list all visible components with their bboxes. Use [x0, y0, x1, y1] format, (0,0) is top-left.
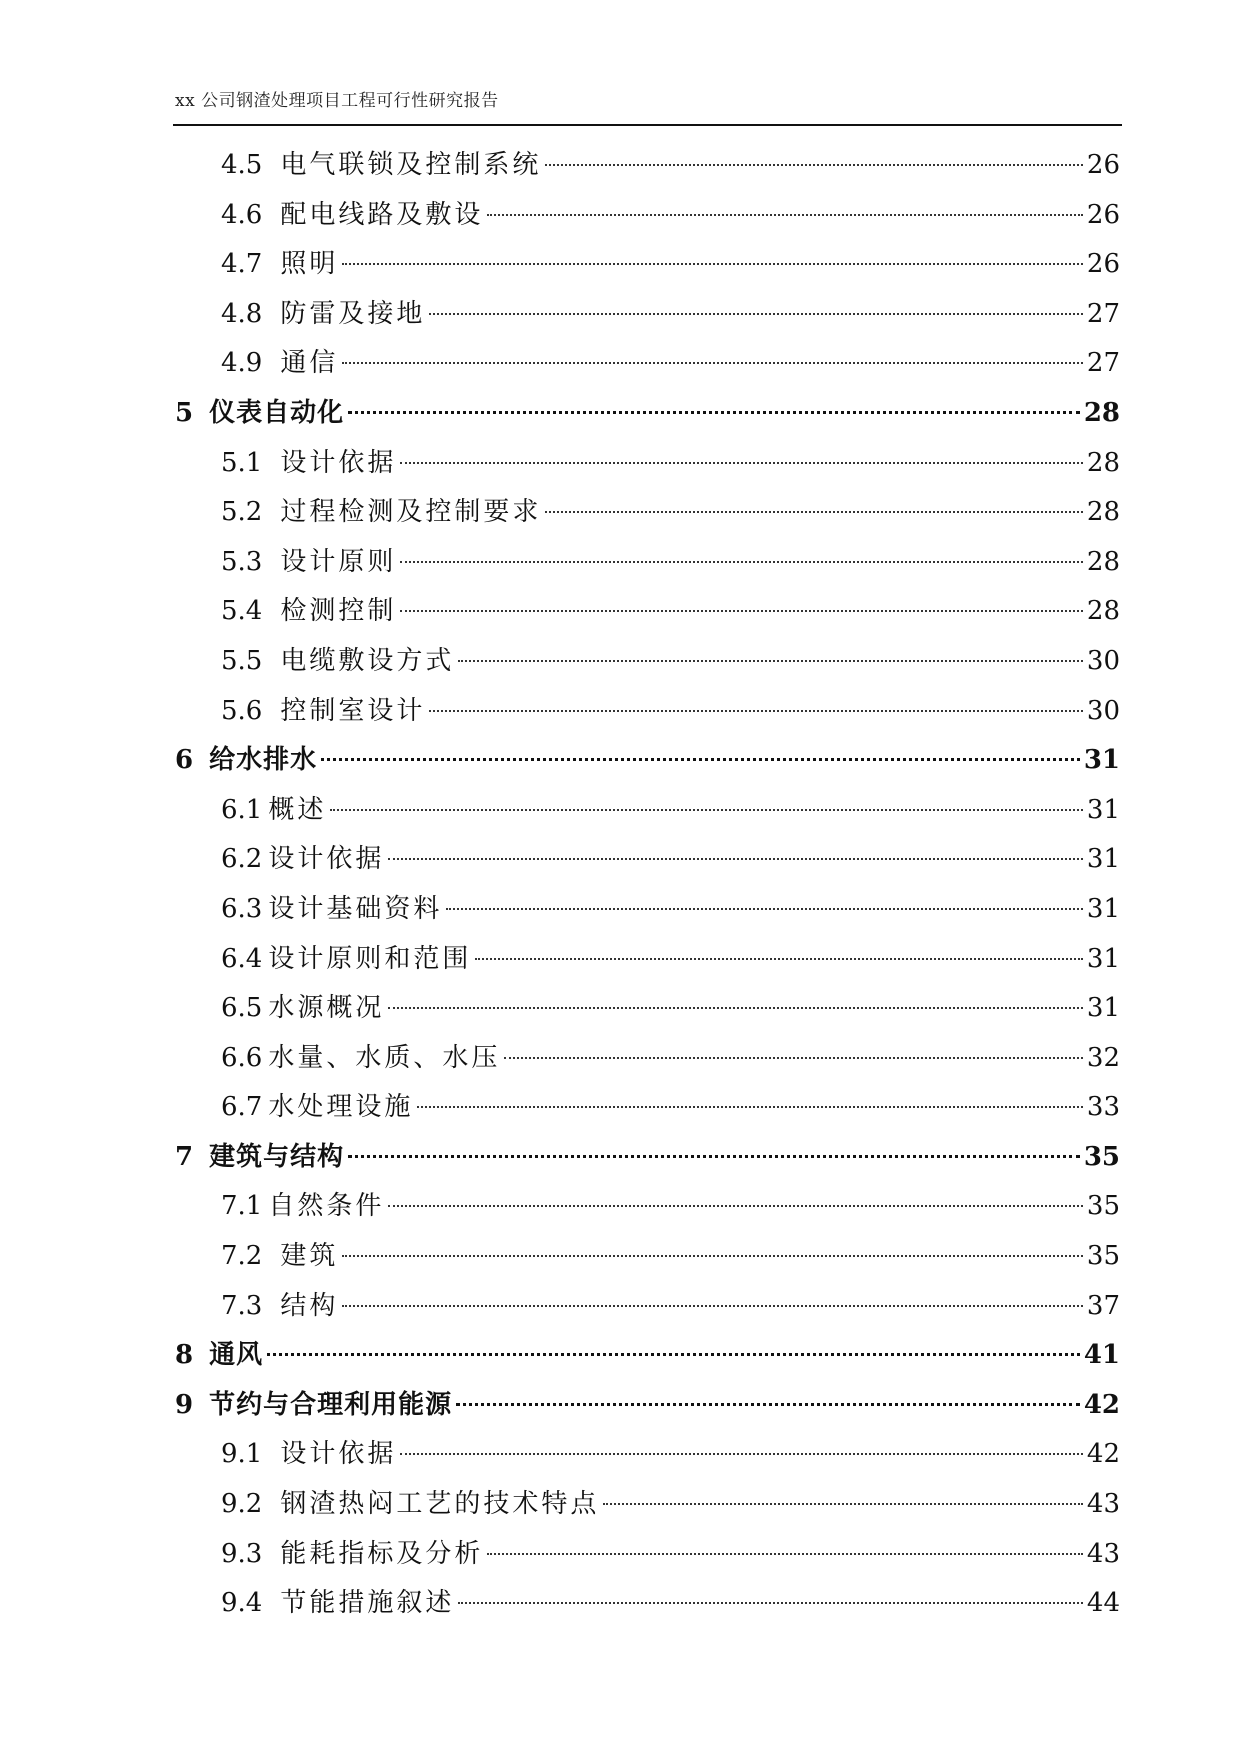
toc-entry-number: 4.5: [221, 150, 263, 180]
toc-entry-title: 结构: [280, 1290, 339, 1321]
toc-entry-title: 水处理设施: [268, 1092, 414, 1123]
toc-dot-leader: [429, 710, 1083, 712]
toc-dot-leader: [417, 1106, 1083, 1108]
toc-entry-title: 配电线路及敷设: [280, 199, 484, 230]
toc-section-entry[interactable]: [175, 1083, 1120, 1133]
toc-dot-leader: [342, 362, 1083, 364]
toc-dot-leader: [321, 758, 1080, 761]
toc-page-number: 31: [1086, 943, 1120, 974]
toc-page-number: 28: [1086, 546, 1120, 577]
toc-entry-title: 钢渣热闷工艺的技术特点: [280, 1489, 600, 1520]
toc-entry-title: 照明: [280, 249, 339, 280]
toc-entry-title: 建筑: [280, 1241, 339, 1272]
toc-page-number: 30: [1086, 695, 1120, 726]
toc-dot-leader: [342, 1305, 1083, 1307]
toc-entry-title: 设计原则: [280, 546, 397, 577]
toc-entry-title: 检测控制: [280, 596, 397, 627]
toc-entry-title: 自然条件: [268, 1191, 385, 1222]
toc-page-number: 31: [1086, 794, 1120, 825]
toc-dot-leader: [400, 1453, 1083, 1455]
toc-entry-title: 节能措施叙述: [280, 1588, 455, 1619]
toc-section-entry[interactable]: [175, 141, 1120, 191]
toc-dot-leader: [446, 908, 1083, 910]
toc-chapter-entry[interactable]: [175, 736, 1120, 786]
toc-section-entry[interactable]: [175, 835, 1120, 885]
toc-entry-number: 9.2: [221, 1489, 263, 1520]
toc-section-entry[interactable]: [175, 984, 1120, 1034]
toc-chapter-entry[interactable]: [175, 1133, 1120, 1183]
toc-page-number: 42: [1086, 1439, 1120, 1470]
toc-page-number: 27: [1086, 348, 1120, 379]
toc-chapter-entry[interactable]: [175, 1331, 1120, 1381]
toc-section-entry[interactable]: [175, 1232, 1120, 1282]
toc-entry-title: 水源概况: [268, 993, 385, 1024]
toc-entry-number: 4.8: [221, 298, 263, 329]
toc-entry-title: 节约与合理利用能源: [209, 1389, 453, 1420]
toc-entry-title: 设计依据: [280, 1439, 397, 1470]
toc-page-number: 35: [1086, 1191, 1120, 1222]
toc-page-number: 43: [1086, 1538, 1120, 1569]
toc-section-entry[interactable]: [175, 240, 1120, 290]
toc-dot-leader: [388, 1205, 1083, 1207]
toc-section-entry[interactable]: [175, 935, 1120, 985]
toc-entry-number: 5.6: [221, 695, 263, 726]
toc-page-number: 42: [1083, 1389, 1120, 1420]
toc-section-entry[interactable]: [175, 339, 1120, 389]
toc-dot-leader: [267, 1353, 1080, 1356]
toc-section-entry[interactable]: [175, 290, 1120, 340]
toc-entry-title: 防雷及接地: [280, 298, 426, 329]
toc-entry-number: 9.4: [221, 1588, 263, 1619]
toc-page-number: 28: [1086, 497, 1120, 528]
toc-dot-leader: [545, 511, 1083, 513]
toc-entry-number: 4.6: [221, 199, 263, 230]
toc-page-number: 44: [1086, 1588, 1120, 1619]
toc-entry-number: 6.2: [221, 844, 263, 875]
toc-dot-leader: [545, 164, 1083, 166]
toc-entry-title: 概述: [268, 794, 327, 825]
toc-dot-leader: [458, 1602, 1083, 1604]
toc-page-number: 37: [1086, 1290, 1120, 1321]
toc-entry-title: 给水排水: [209, 745, 318, 776]
toc-entry-number: 7.3: [221, 1290, 263, 1321]
toc-page-number: 28: [1083, 397, 1120, 428]
toc-entry-title: 水量、水质、水压: [268, 1042, 501, 1073]
toc-dot-leader: [456, 1403, 1080, 1406]
toc-section-entry[interactable]: [175, 1480, 1120, 1530]
toc-dot-leader: [348, 1155, 1080, 1158]
toc-page-number: 32: [1086, 1042, 1120, 1073]
toc-section-entry[interactable]: [175, 191, 1120, 241]
toc-section-entry[interactable]: [175, 885, 1120, 935]
toc-entry-number: 5.2: [221, 497, 263, 528]
toc-page-number: 30: [1086, 645, 1120, 676]
toc-dot-leader: [458, 660, 1083, 662]
toc-section-entry[interactable]: [175, 786, 1120, 836]
toc-entry-number: 9: [175, 1389, 194, 1420]
toc-page-number: 26: [1086, 199, 1120, 230]
toc-dot-leader: [388, 858, 1083, 860]
toc-entry-number: 5.3: [221, 546, 263, 577]
toc-entry-number: 4.7: [221, 249, 263, 280]
toc-entry-number: 7.1: [221, 1191, 263, 1222]
toc-entry-number: 6.5: [221, 993, 263, 1024]
toc-dot-leader: [400, 561, 1083, 563]
toc-page-number: 28: [1086, 447, 1120, 478]
toc-page-number: 27: [1086, 298, 1120, 329]
toc-page-number: 28: [1086, 596, 1120, 627]
toc-dot-leader: [487, 214, 1083, 216]
toc-page-number: 31: [1086, 993, 1120, 1024]
toc-entry-title: 通信: [280, 348, 339, 379]
toc-entry-number: 6.1: [221, 794, 263, 825]
toc-entry-number: 6.3: [221, 893, 263, 924]
toc-entry-number: 6.4: [221, 943, 263, 974]
toc-entry-number: 6: [175, 745, 194, 776]
toc-entry-title: 设计原则和范围: [268, 943, 472, 974]
toc-dot-leader: [475, 958, 1083, 960]
header-divider: [173, 124, 1122, 126]
toc-page-number: 35: [1086, 1241, 1120, 1272]
toc-entry-number: 7: [175, 1141, 194, 1172]
toc-section-entry[interactable]: [175, 637, 1120, 687]
toc-page-number: 31: [1083, 745, 1120, 776]
toc-entry-number: 6.6: [221, 1042, 263, 1073]
toc-entry-number: 4.9: [221, 348, 263, 379]
toc-dot-leader: [603, 1503, 1083, 1505]
toc-entry-number: 8: [175, 1340, 194, 1371]
toc-page-number: 43: [1086, 1489, 1120, 1520]
running-header: xx 公司钢渣处理项目工程可行性研究报告: [175, 91, 499, 111]
toc-dot-leader: [400, 610, 1083, 612]
toc-entry-number: 5.1: [221, 447, 263, 478]
toc-entry-title: 能耗指标及分析: [280, 1538, 484, 1569]
toc-dot-leader: [388, 1007, 1083, 1009]
toc-entry-number: 5.5: [221, 645, 263, 676]
toc-section-entry[interactable]: [175, 1034, 1120, 1084]
toc-dot-leader: [348, 411, 1080, 414]
toc-dot-leader: [342, 263, 1083, 265]
toc-entry-title: 通风: [209, 1340, 264, 1371]
toc-section-entry[interactable]: [175, 1182, 1120, 1232]
toc-page-number: 31: [1086, 893, 1120, 924]
toc-entry-title: 仪表自动化: [209, 397, 345, 428]
toc-section-entry[interactable]: [175, 1579, 1120, 1629]
toc-section-entry[interactable]: [175, 439, 1120, 489]
toc-entry-title: 设计基础资料: [268, 893, 443, 924]
toc-entry-number: 5.4: [221, 596, 263, 627]
toc-section-entry[interactable]: [175, 1530, 1120, 1580]
toc-entry-number: 7.2: [221, 1241, 263, 1272]
toc-section-entry[interactable]: [175, 488, 1120, 538]
toc-entry-title: 控制室设计: [280, 695, 426, 726]
toc-entry-title: 过程检测及控制要求: [280, 497, 542, 528]
toc-dot-leader: [429, 313, 1083, 315]
toc-entry-title: 设计依据: [280, 447, 397, 478]
toc-entry-title: 电缆敷设方式: [280, 645, 455, 676]
toc-page-number: 33: [1086, 1092, 1120, 1123]
table-of-contents: [175, 141, 1120, 1629]
toc-page-number: 26: [1086, 249, 1120, 280]
toc-page-number: 26: [1086, 150, 1120, 180]
toc-dot-leader: [342, 1255, 1083, 1257]
toc-section-entry[interactable]: [175, 538, 1120, 588]
toc-section-entry[interactable]: [175, 587, 1120, 637]
toc-page-number: 35: [1083, 1141, 1120, 1172]
toc-section-entry[interactable]: [175, 1430, 1120, 1480]
toc-section-entry[interactable]: [175, 687, 1120, 737]
toc-dot-leader: [330, 809, 1083, 811]
toc-entry-title: 建筑与结构: [209, 1141, 345, 1172]
toc-entry-number: 6.7: [221, 1092, 263, 1123]
toc-entry-title: 电气联锁及控制系统: [280, 150, 542, 180]
toc-entry-title: 设计依据: [268, 844, 385, 875]
toc-dot-leader: [487, 1553, 1083, 1555]
toc-entry-number: 9.1: [221, 1439, 263, 1470]
toc-page-number: 31: [1086, 844, 1120, 875]
toc-dot-leader: [504, 1057, 1083, 1059]
toc-entry-number: 9.3: [221, 1538, 263, 1569]
toc-chapter-entry[interactable]: [175, 389, 1120, 439]
toc-entry-number: 5: [175, 397, 194, 428]
toc-page-number: 41: [1083, 1340, 1120, 1371]
toc-dot-leader: [400, 462, 1083, 464]
toc-section-entry[interactable]: [175, 1282, 1120, 1332]
toc-chapter-entry[interactable]: [175, 1381, 1120, 1431]
